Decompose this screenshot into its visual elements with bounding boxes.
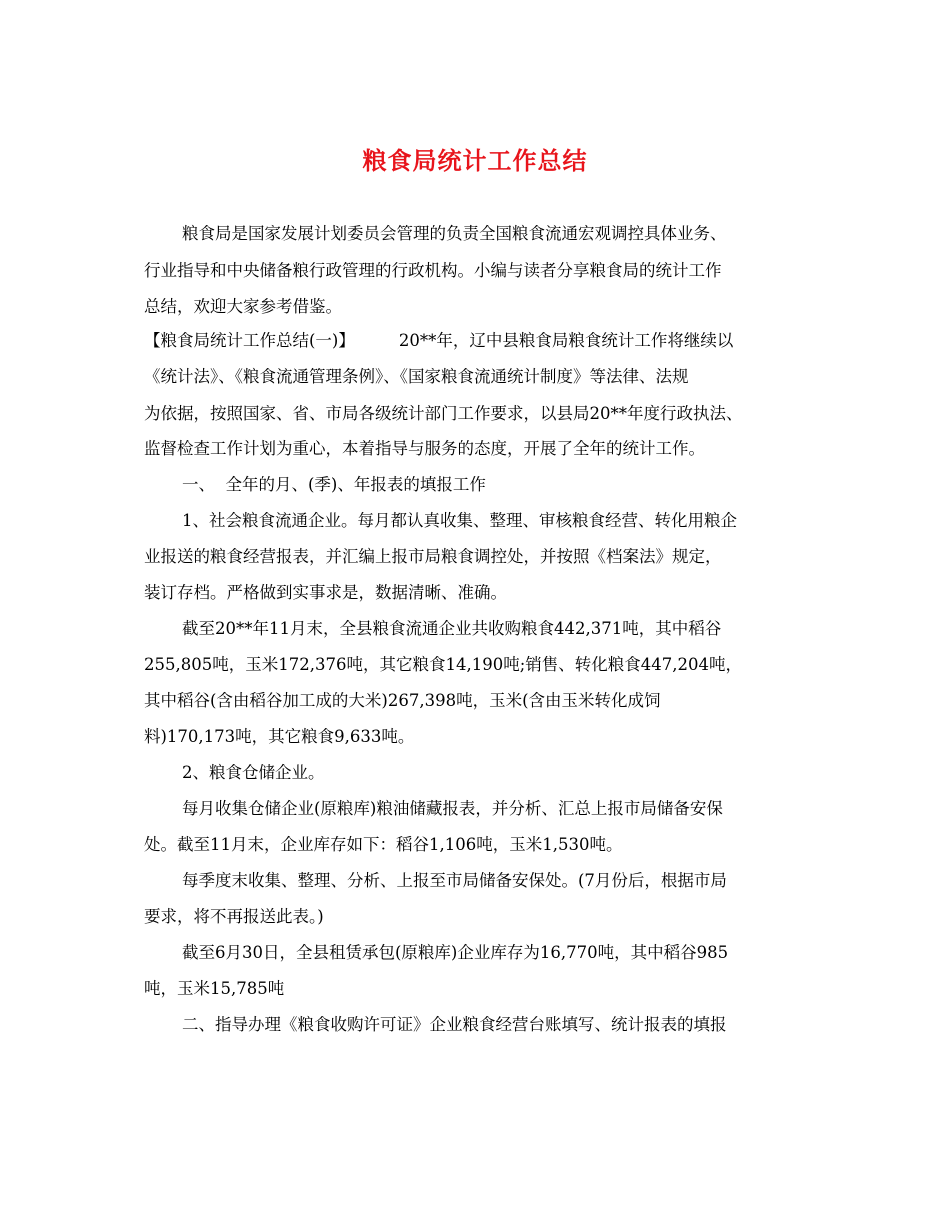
paragraph-line: 为依据，按照国家、省、市局各级统计部门工作要求，以县局20**年度行政执法、	[144, 404, 743, 423]
paragraph-line: 255,805吨，玉米172,376吨，其它粮食14,190吨;销售、转化粮食447,204吨，	[144, 655, 742, 674]
paragraph-line: 每季度末收集、整理、分析、上报至市局储备安保处。(7月份后，根据市局	[182, 871, 727, 890]
paragraph-text: 20**年，辽中县粮食局粮食统计工作将继续以	[398, 331, 734, 350]
paragraph-line: 每月收集仓储企业(原粮库)粮油储藏报表，并分析、汇总上报市局储备安保	[182, 799, 723, 818]
section-heading: 一、 全年的月、(季)、年报表的填报工作	[182, 475, 486, 494]
section-heading: 【粮食局统计工作总结(一)】	[144, 331, 355, 350]
paragraph-line: 行业指导和中央储备粮行政管理的行政机构。小编与读者分享粮食局的统计工作	[144, 261, 722, 280]
paragraph-line: 其中稻谷(含由稻谷加工成的大米)267,398吨，玉米(含由玉米转化成饲	[144, 691, 661, 710]
paragraph-line: 截至6月30日，全县租赁承包(原粮库)企业库存为16,770吨，其中稻谷985	[182, 943, 729, 962]
document-title: 粮食局统计工作总结	[362, 147, 588, 175]
paragraph-line: 装订存档。严格做到实事求是，数据清晰、准确。	[144, 583, 507, 602]
paragraph-line: 截至20**年11月末，全县粮食流通企业共收购粮食442,371吨，其中稻谷	[182, 619, 722, 638]
paragraph-line: 1、社会粮食流通企业。每月都认真收集、整理、审核粮食经营、转化用粮企	[182, 511, 737, 530]
paragraph-line: 吨，玉米15,785吨	[144, 979, 285, 998]
section-heading: 二、指导办理《粮食收购许可证》企业粮食经营台账填写、统计报表的填报	[182, 1015, 727, 1034]
paragraph-line: 粮食局是国家发展计划委员会管理的负责全国粮食流通宏观调控具体业务、	[182, 224, 727, 243]
paragraph-line: 要求，将不再报送此表。)	[144, 907, 324, 926]
section-heading: 2、粮食仓储企业。	[182, 763, 325, 782]
paragraph-line: 总结，欢迎大家参考借鉴。	[144, 297, 342, 316]
paragraph-line	[144, 326, 733, 356]
paragraph-line: 处。截至11月末，企业库存如下：稻谷1,106吨，玉米1,530吨。	[144, 835, 623, 854]
paragraph-line: 料)170,173吨，其它粮食9,633吨。	[144, 727, 415, 746]
paragraph-line: 《统计法》、《粮食流通管理条例》、《国家粮食流通统计制度》等法律、法规	[144, 367, 689, 386]
paragraph-line: 监督检查工作计划为重心，本着指导与服务的态度，开展了全年的统计工作。	[144, 439, 705, 458]
paragraph-line: 业报送的粮食经营报表，并汇编上报市局粮食调控处，并按照《档案法》规定，	[144, 547, 722, 566]
